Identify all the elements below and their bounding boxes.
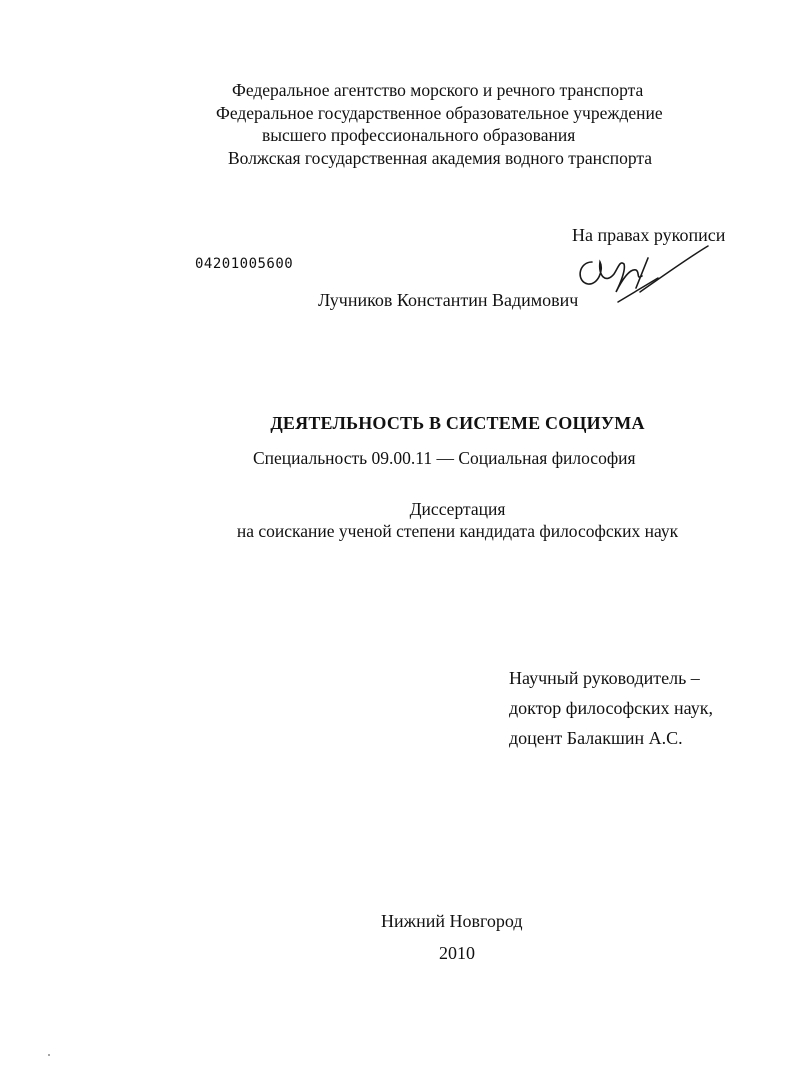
header-line-academy: Волжская государственная академия водного транспорта <box>228 147 653 168</box>
supervisor-block <box>509 663 713 753</box>
year: 2010 <box>439 943 475 963</box>
supervisor-name: доцент Балакшин А.С. <box>509 728 683 748</box>
handwritten-signature <box>570 240 720 330</box>
institution-header <box>150 79 770 169</box>
manuscript-rights-label: На правах рукописи <box>572 225 726 245</box>
scan-speck <box>48 1054 50 1056</box>
degree-line: на соискание ученой степени кандидата философских наук <box>236 521 679 541</box>
header-line-institution-type: Федеральное государственное образовательное учреждение <box>216 102 663 123</box>
registration-number: 04201005600 <box>195 256 294 272</box>
supervisor-role: Научный руководитель – <box>509 668 700 688</box>
dissertation-description <box>0 498 795 542</box>
dissertation-title: ДЕЯТЕЛЬНОСТЬ В СИСТЕМЕ СОЦИУМА <box>270 413 645 433</box>
header-line-agency: Федеральное агентство морского и речного транспорта <box>232 80 644 100</box>
author-name: Лучников Константин Вадимович <box>318 290 579 310</box>
dissertation-label: Диссертация <box>409 499 506 519</box>
header-line-education-level: высшего профессионального образования <box>262 125 576 145</box>
supervisor-degree: доктор философских наук, <box>509 698 713 718</box>
city: Нижний Новгород <box>381 911 523 931</box>
specialty-line: Специальность 09.00.11 — Социальная философия <box>253 448 636 468</box>
